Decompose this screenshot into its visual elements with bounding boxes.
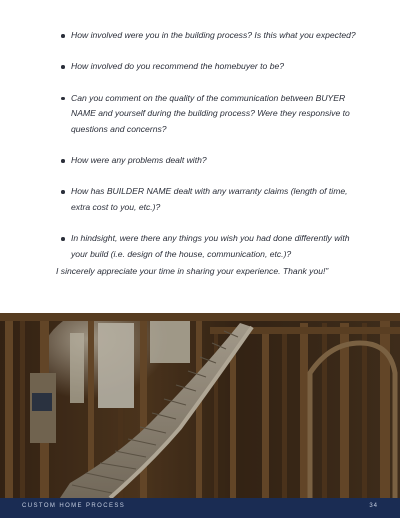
page-number: 34	[369, 503, 378, 509]
question-list	[60, 28, 360, 278]
question-item: In hindsight, were there any things you wish you had done differently with your build (i.e. design of the house, communication, etc.)?	[60, 231, 360, 262]
footer-section-label: CUSTOM HOME PROCESS	[22, 503, 126, 509]
question-item: How were any problems dealt with?	[60, 153, 360, 168]
page-footer	[0, 498, 400, 518]
question-item: How involved were you in the building process? Is this what you expected?	[60, 28, 360, 43]
question-item: How involved do you recommend the homebuyer to be?	[60, 59, 360, 74]
construction-staircase-photo	[0, 313, 400, 498]
question-item: How has BUILDER NAME dealt with any warranty claims (length of time, extra cost to you, etc.)?	[60, 184, 360, 215]
question-item: Can you comment on the quality of the communication between BUYER NAME and yourself during the building process? Were they responsive to questions and concerns?	[60, 91, 360, 137]
closing-statement: I sincerely appreciate your time in sharing your experience. Thank you!”	[56, 266, 329, 276]
